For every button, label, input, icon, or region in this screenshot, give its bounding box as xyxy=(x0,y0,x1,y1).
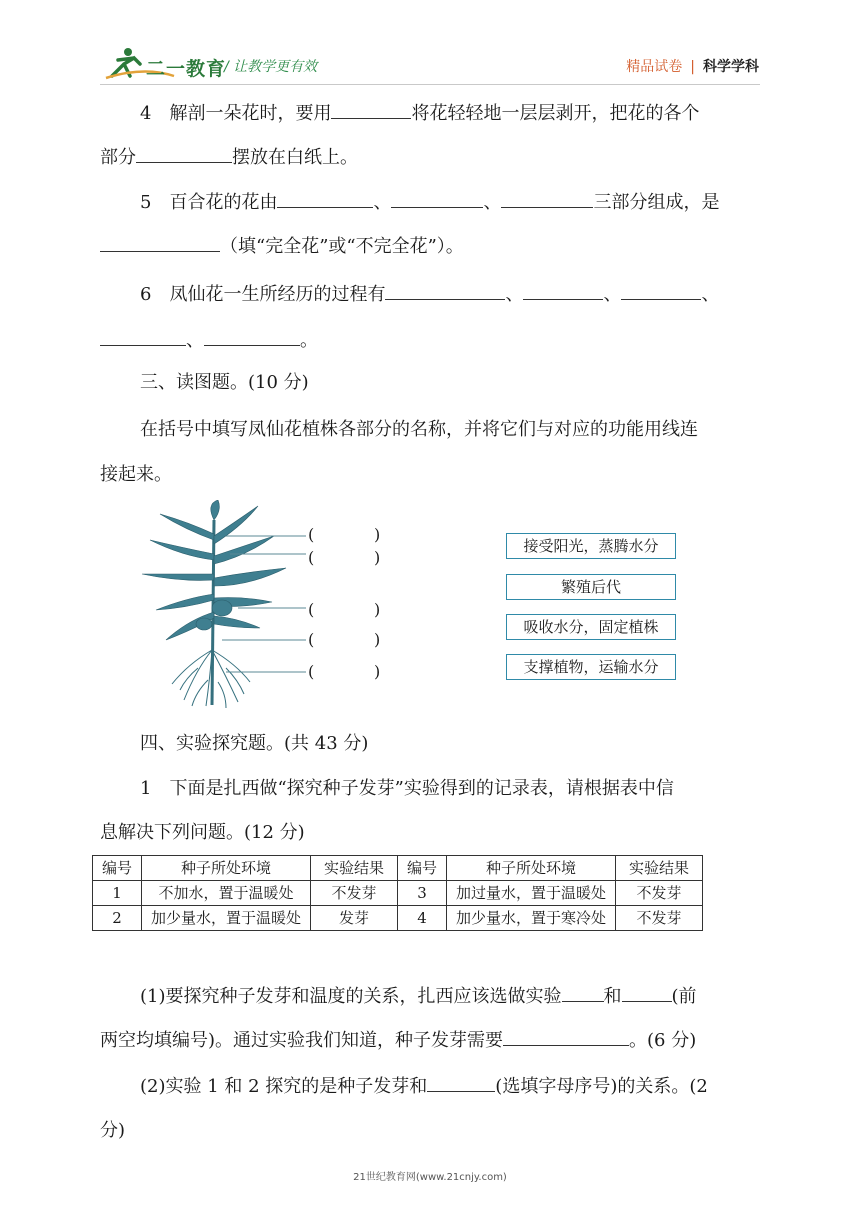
table-header-cell: 实验结果 xyxy=(616,856,703,881)
section-4-q1-line-2: 息解决下列问题。(12 分) xyxy=(100,822,305,843)
table-header-row xyxy=(93,856,703,881)
table-cell: 不发芽 xyxy=(616,906,703,931)
sub2-text-2: (选填字母序号)的关系。(2 xyxy=(495,1076,708,1097)
table-cell: 3 xyxy=(398,881,447,906)
q4-text-4: 摆放在白纸上。 xyxy=(232,147,358,168)
q6-sep-1: 、 xyxy=(505,284,524,305)
header-separator: | xyxy=(690,59,695,75)
paren-close-5: ) xyxy=(374,662,381,681)
sub1-blank-3[interactable] xyxy=(503,1029,629,1046)
sub2-text-1: (2)实验 1 和 2 探究的是种子发芽和 xyxy=(140,1076,428,1097)
sub1-text-5: 。(6 分) xyxy=(629,1030,697,1051)
table-header-cell: 实验结果 xyxy=(311,856,398,881)
footer-text: 21世纪教育网(www.21cnjy.com) xyxy=(353,1172,507,1183)
table-cell: 2 xyxy=(93,906,142,931)
header-divider xyxy=(100,84,760,85)
table-header-cell: 编号 xyxy=(93,856,142,881)
paren-open-1: ( xyxy=(308,525,315,544)
q6-end: 。 xyxy=(300,330,318,351)
experiment-record-table xyxy=(92,855,703,931)
section-4-title: 四、实验探究题。(共 43 分) xyxy=(140,733,369,754)
q4-text-1: 4 解剖一朵花时，要用 xyxy=(140,103,332,124)
sub1-blank-1[interactable] xyxy=(562,985,604,1002)
paren-open-5: ( xyxy=(308,662,315,681)
q5-blank-3[interactable] xyxy=(501,191,593,208)
q5-blank-2[interactable] xyxy=(391,191,483,208)
table-header-cell: 编号 xyxy=(398,856,447,881)
header-label-premium: 精品试卷 xyxy=(626,59,683,75)
paren-close-3: ) xyxy=(374,600,381,619)
table-header-cell: 种子所处环境 xyxy=(142,856,311,881)
logo-text: 二一教育 xyxy=(146,58,227,80)
header-slogan: / 让教学更有效 xyxy=(224,59,318,75)
q5-text-3: （填“完全花”或“不完全花”）。 xyxy=(220,236,464,257)
q5-sep-2: 、 xyxy=(483,192,502,213)
table-cell: 加过量水，置于温暖处 xyxy=(447,881,616,906)
function-box-1: 接受阳光，蒸腾水分 xyxy=(506,533,676,559)
sub-question-2-line-1 xyxy=(140,1074,810,1100)
q4-text-3: 部分 xyxy=(100,147,136,168)
header-label-subject: 科学学科 xyxy=(703,59,759,75)
section-3-title: 三、读图题。(10 分) xyxy=(140,372,309,393)
question-6-line-1 xyxy=(140,282,810,308)
q6-sep-4: 、 xyxy=(186,330,204,351)
q6-sep-3: 、 xyxy=(701,284,720,305)
table-cell: 4 xyxy=(398,906,447,931)
sub-question-1-line-2 xyxy=(100,1028,770,1054)
function-box-3: 吸收水分，固定植株 xyxy=(506,614,676,640)
q5-text-2: 三部分组成，是 xyxy=(593,192,720,213)
q4-blank-1[interactable] xyxy=(331,102,411,119)
paren-open-2: ( xyxy=(308,548,315,567)
question-4-line-2 xyxy=(100,145,770,171)
paren-open-4: ( xyxy=(308,630,315,649)
q6-blank-2[interactable] xyxy=(523,283,603,300)
function-box-4: 支撑植物，运输水分 xyxy=(506,654,676,680)
sub1-text-1: (1)要探究种子发芽和温度的关系，扎西应该选做实验 xyxy=(140,986,562,1007)
table-row xyxy=(93,906,703,931)
sub1-blank-2[interactable] xyxy=(622,985,672,1002)
q5-blank-1[interactable] xyxy=(277,191,373,208)
q6-blank-5[interactable] xyxy=(204,329,300,346)
section-4-q1-line-1: 1 下面是扎西做“探究种子发芽”实验得到的记录表，请根据表中信 xyxy=(140,778,674,799)
q5-text-1: 5 百合花的花由 xyxy=(140,192,278,213)
sub2-blank-1[interactable] xyxy=(427,1075,495,1092)
q4-blank-2[interactable] xyxy=(136,146,232,163)
function-box-2: 繁殖后代 xyxy=(506,574,676,600)
paren-open-3: ( xyxy=(308,600,315,619)
q5-sep-1: 、 xyxy=(373,192,392,213)
table-cell: 1 xyxy=(93,881,142,906)
paren-close-4: ) xyxy=(374,630,381,649)
table-row xyxy=(93,881,703,906)
sub1-text-4: 两空均填编号)。通过实验我们知道，种子发芽需要 xyxy=(100,1030,504,1051)
table-cell: 发芽 xyxy=(311,906,398,931)
question-6-line-2 xyxy=(100,328,770,354)
q4-text-2: 将花轻轻地一层层剥开，把花的各个 xyxy=(411,103,700,124)
sub1-text-2: 和 xyxy=(603,986,622,1007)
question-5-line-1 xyxy=(140,190,810,216)
question-4-line-1 xyxy=(140,101,810,127)
sub-question-2-line-2: 分) xyxy=(100,1120,126,1141)
section-3-instruction-1: 在括号中填写凤仙花植株各部分的名称，并将它们与对应的功能用线连 xyxy=(140,419,698,440)
q6-blank-3[interactable] xyxy=(621,283,701,300)
q5-blank-4[interactable] xyxy=(100,235,220,252)
table-cell: 不发芽 xyxy=(311,881,398,906)
q6-blank-1[interactable] xyxy=(385,283,505,300)
paren-close-1: ) xyxy=(374,525,381,544)
table-cell: 不发芽 xyxy=(616,881,703,906)
table-cell: 不加水，置于温暖处 xyxy=(142,881,311,906)
section-3-instruction-2: 接起来。 xyxy=(100,464,172,485)
paren-close-2: ) xyxy=(374,548,381,567)
table-header-cell: 种子所处环境 xyxy=(447,856,616,881)
sub1-text-3: (前 xyxy=(671,986,697,1007)
header-right xyxy=(626,56,759,76)
table-cell: 加少量水，置于寒冷处 xyxy=(447,906,616,931)
q6-blank-4[interactable] xyxy=(100,329,186,346)
sub-question-1-line-1 xyxy=(140,984,810,1010)
question-5-line-2 xyxy=(100,234,770,260)
q6-sep-2: 、 xyxy=(603,284,622,305)
table-cell: 加少量水，置于温暖处 xyxy=(142,906,311,931)
q6-text-1: 6 凤仙花一生所经历的过程有 xyxy=(140,284,386,305)
balsam-plant-illustration xyxy=(126,500,306,710)
